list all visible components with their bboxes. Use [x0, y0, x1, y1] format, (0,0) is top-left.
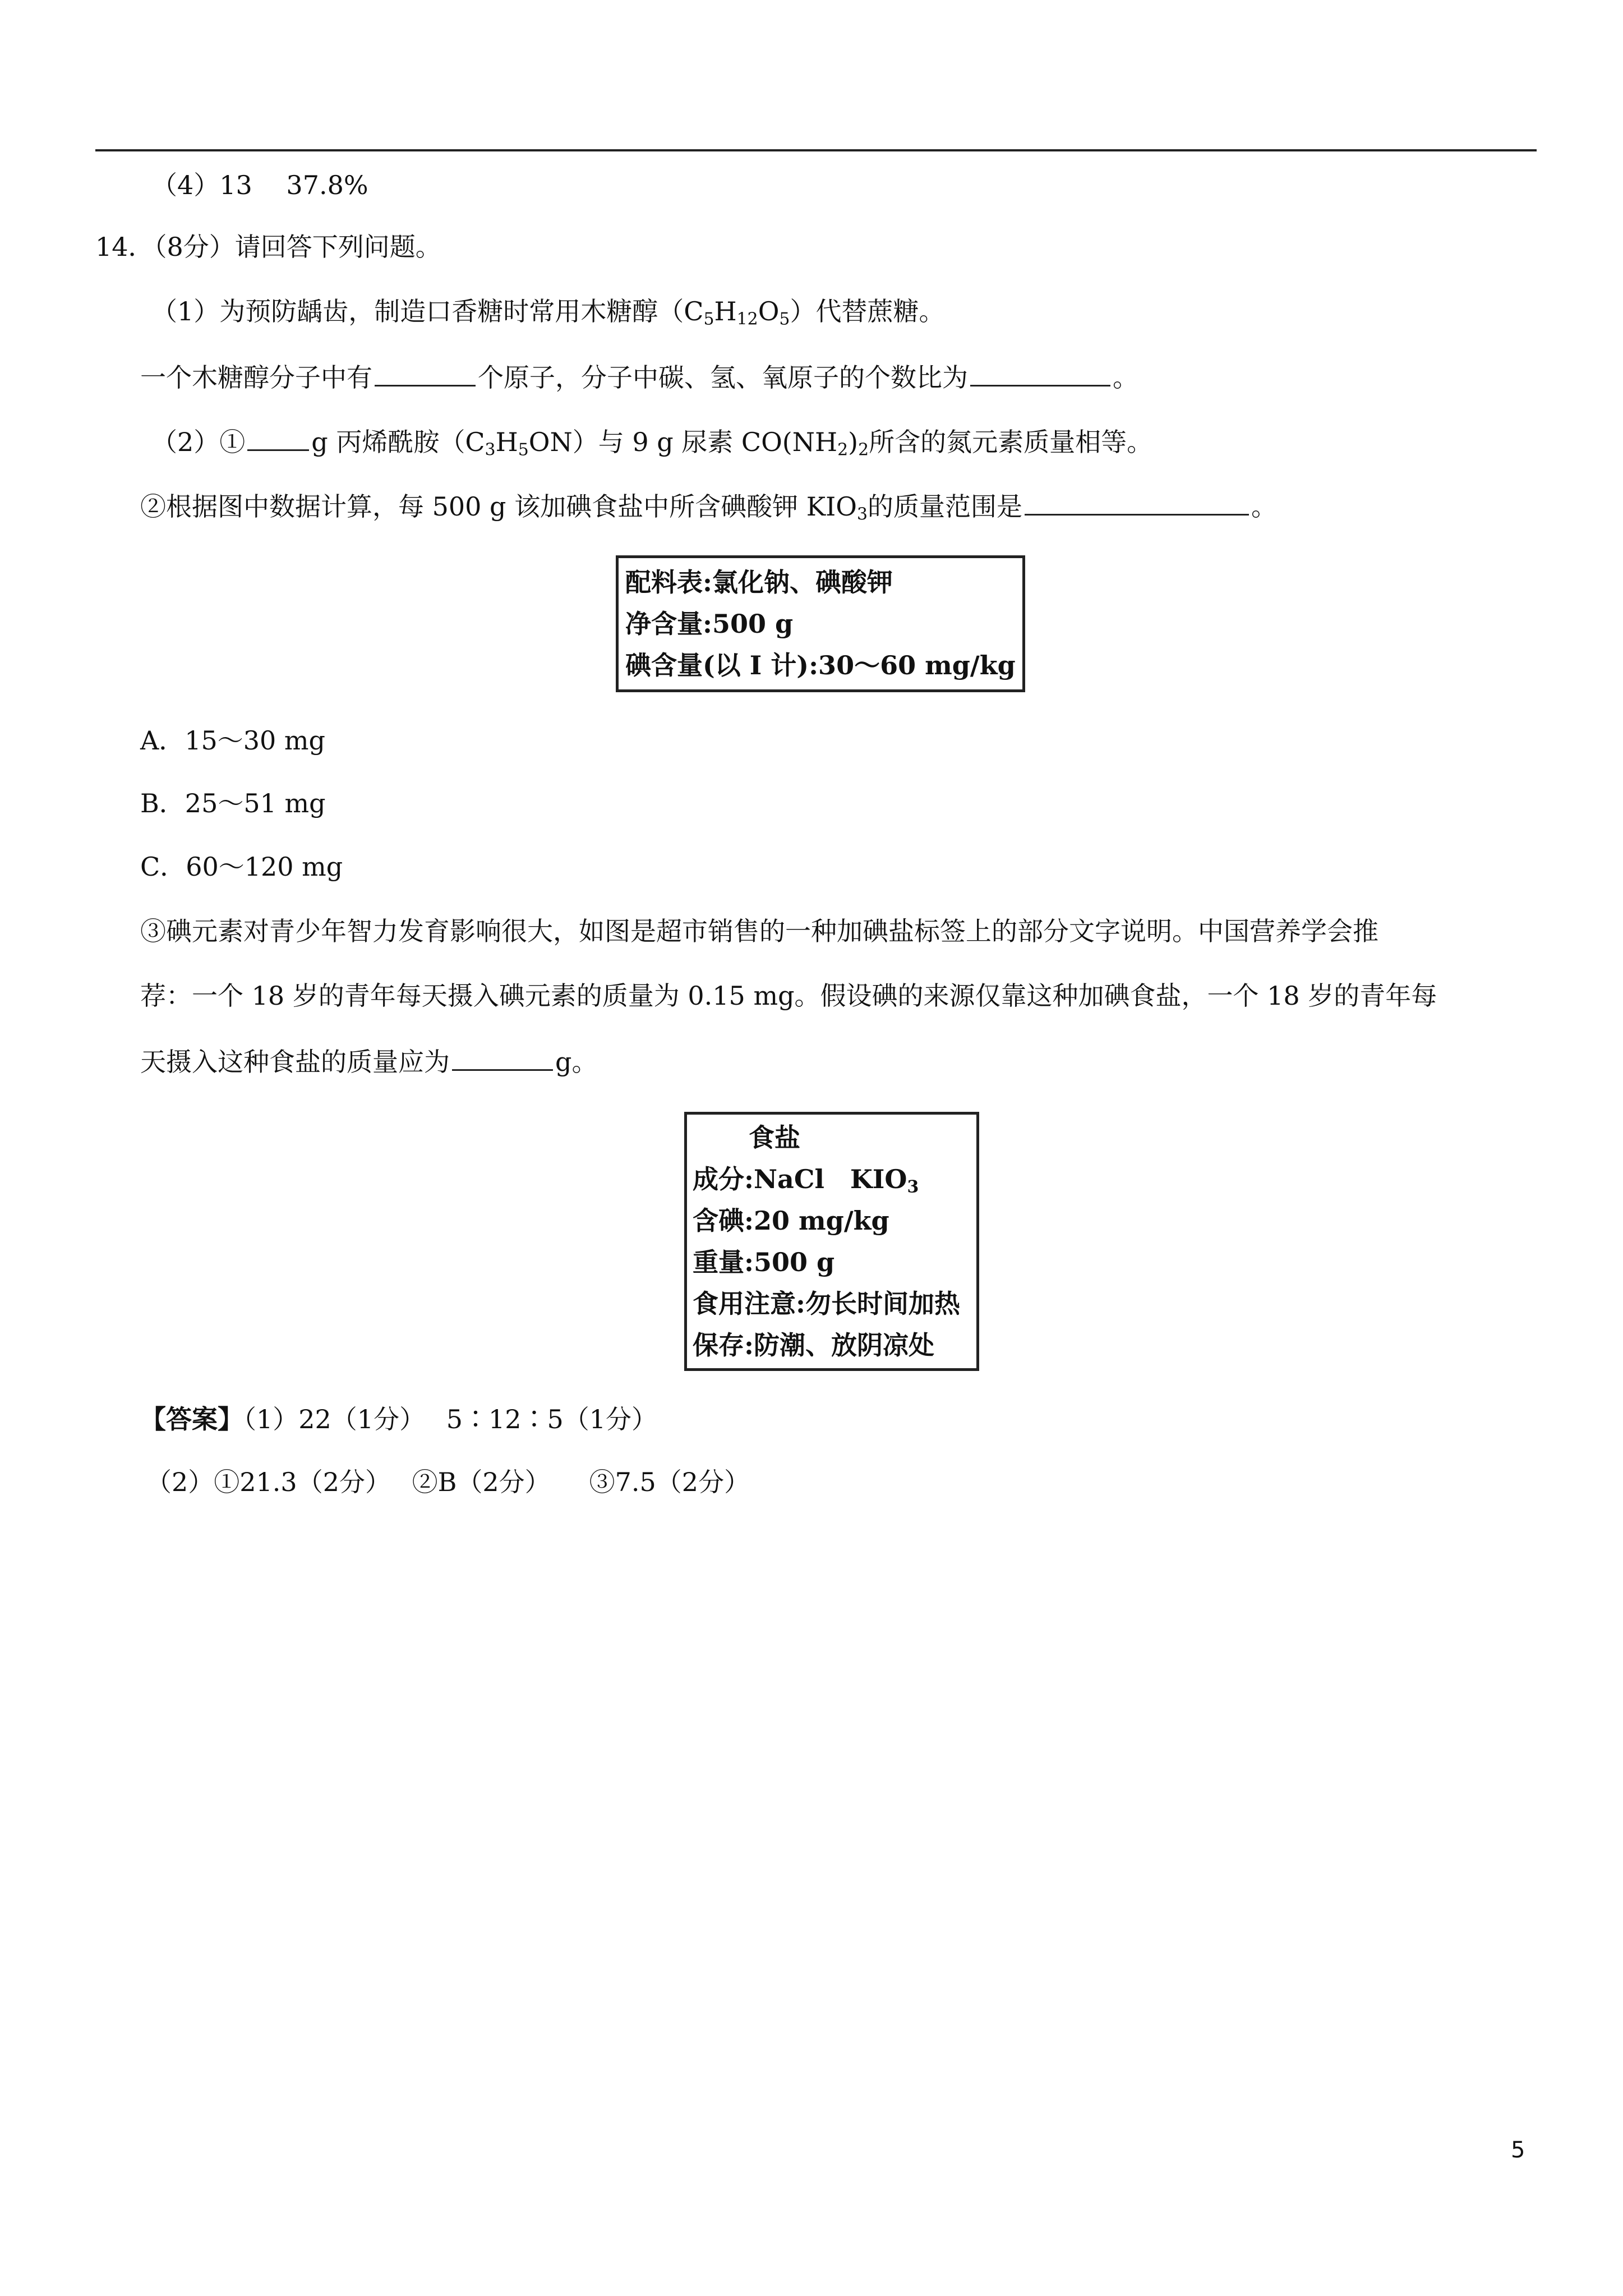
storage-row: 保存:防潮、放阴凉处 — [693, 1330, 934, 1360]
page-number: 5 — [1511, 2137, 1525, 2163]
blank-atom-ratio[interactable] — [970, 359, 1110, 386]
question-14-title: 14．（8分）请回答下列问题。 — [95, 232, 441, 262]
option-b[interactable]: B．25～51 mg — [140, 788, 326, 818]
option-c[interactable]: C．60～120 mg — [140, 852, 343, 882]
blank-atom-count[interactable] — [375, 359, 476, 386]
header-rule — [95, 149, 1537, 151]
part-2-3-text-line2: 荐：一个 18 岁的青年每天摄入碘元素的质量为 0.15 mg。假设碘的来源仅靠这种加碘食盐，一个 18 岁的青年每 — [140, 981, 1437, 1011]
salt-package-label-box — [684, 1112, 979, 1371]
answer-part-2: （2）①21.3（2分） ②B（2分） ③7.5（2分） — [146, 1467, 750, 1497]
blank-kio3-range[interactable] — [1025, 488, 1249, 516]
ingredient-row: 配料表:氯化钠、碘酸钾 — [625, 567, 893, 597]
part-2-3-text-line1: ③碘元素对青少年智力发育影响很大，如图是超市销售的一种加碘盐标签上的部分文字说明。中国营养学会推 — [140, 916, 1378, 946]
blank-acrylamide-mass[interactable] — [247, 424, 309, 451]
part-1-text: （1）为预防龋齿，制造口香糖时常用木糖醇$(C_5H_{12}O_5)$代替蔗糖。 — [151, 296, 945, 329]
salt-title: 食盐 — [749, 1122, 800, 1153]
weight-row: 重量:500 g — [693, 1247, 835, 1277]
blank-salt-mass[interactable] — [452, 1043, 553, 1071]
composition-row: 成分:NaCl $KIO_3$ — [693, 1164, 919, 1197]
iodine-content-row: 碘含量(以 I 计):30～60 mg/kg — [625, 650, 1016, 680]
option-a[interactable]: A．15～30 mg — [140, 725, 325, 756]
part-2-2-text: ②根据图中数据计算，每 500 g 该加碘食盐中所含碘酸钾 $KIO_3$的质量范围是 。 — [140, 488, 1277, 523]
salt-ingredient-label-box — [616, 555, 1025, 692]
usage-note-row: 食用注意:勿长时间加热 — [693, 1289, 960, 1319]
answer-part-1: 【答案】（1）22（1分） 5∶12∶5（1分） — [140, 1404, 658, 1434]
part-2-3-text-line3: 天摄入这种食盐的质量应为 g。 — [140, 1043, 597, 1079]
iodine-row: 含碘:20 mg/kg — [693, 1205, 889, 1236]
part-2-1-text: （2）① g 丙烯酰胺$(C_3H_5ON)$与 9 g 尿素 $CO(NH_2)_2$所含的氮元素质量相等。 — [151, 424, 1152, 459]
net-weight-row: 净含量:500 g — [625, 609, 794, 639]
answer-line-4: （4）13 37.8% — [151, 170, 368, 200]
part-1-blanks: 一个木糖醇分子中有 个原子，分子中碳、氢、氧原子的个数比为 。 — [140, 359, 1138, 394]
